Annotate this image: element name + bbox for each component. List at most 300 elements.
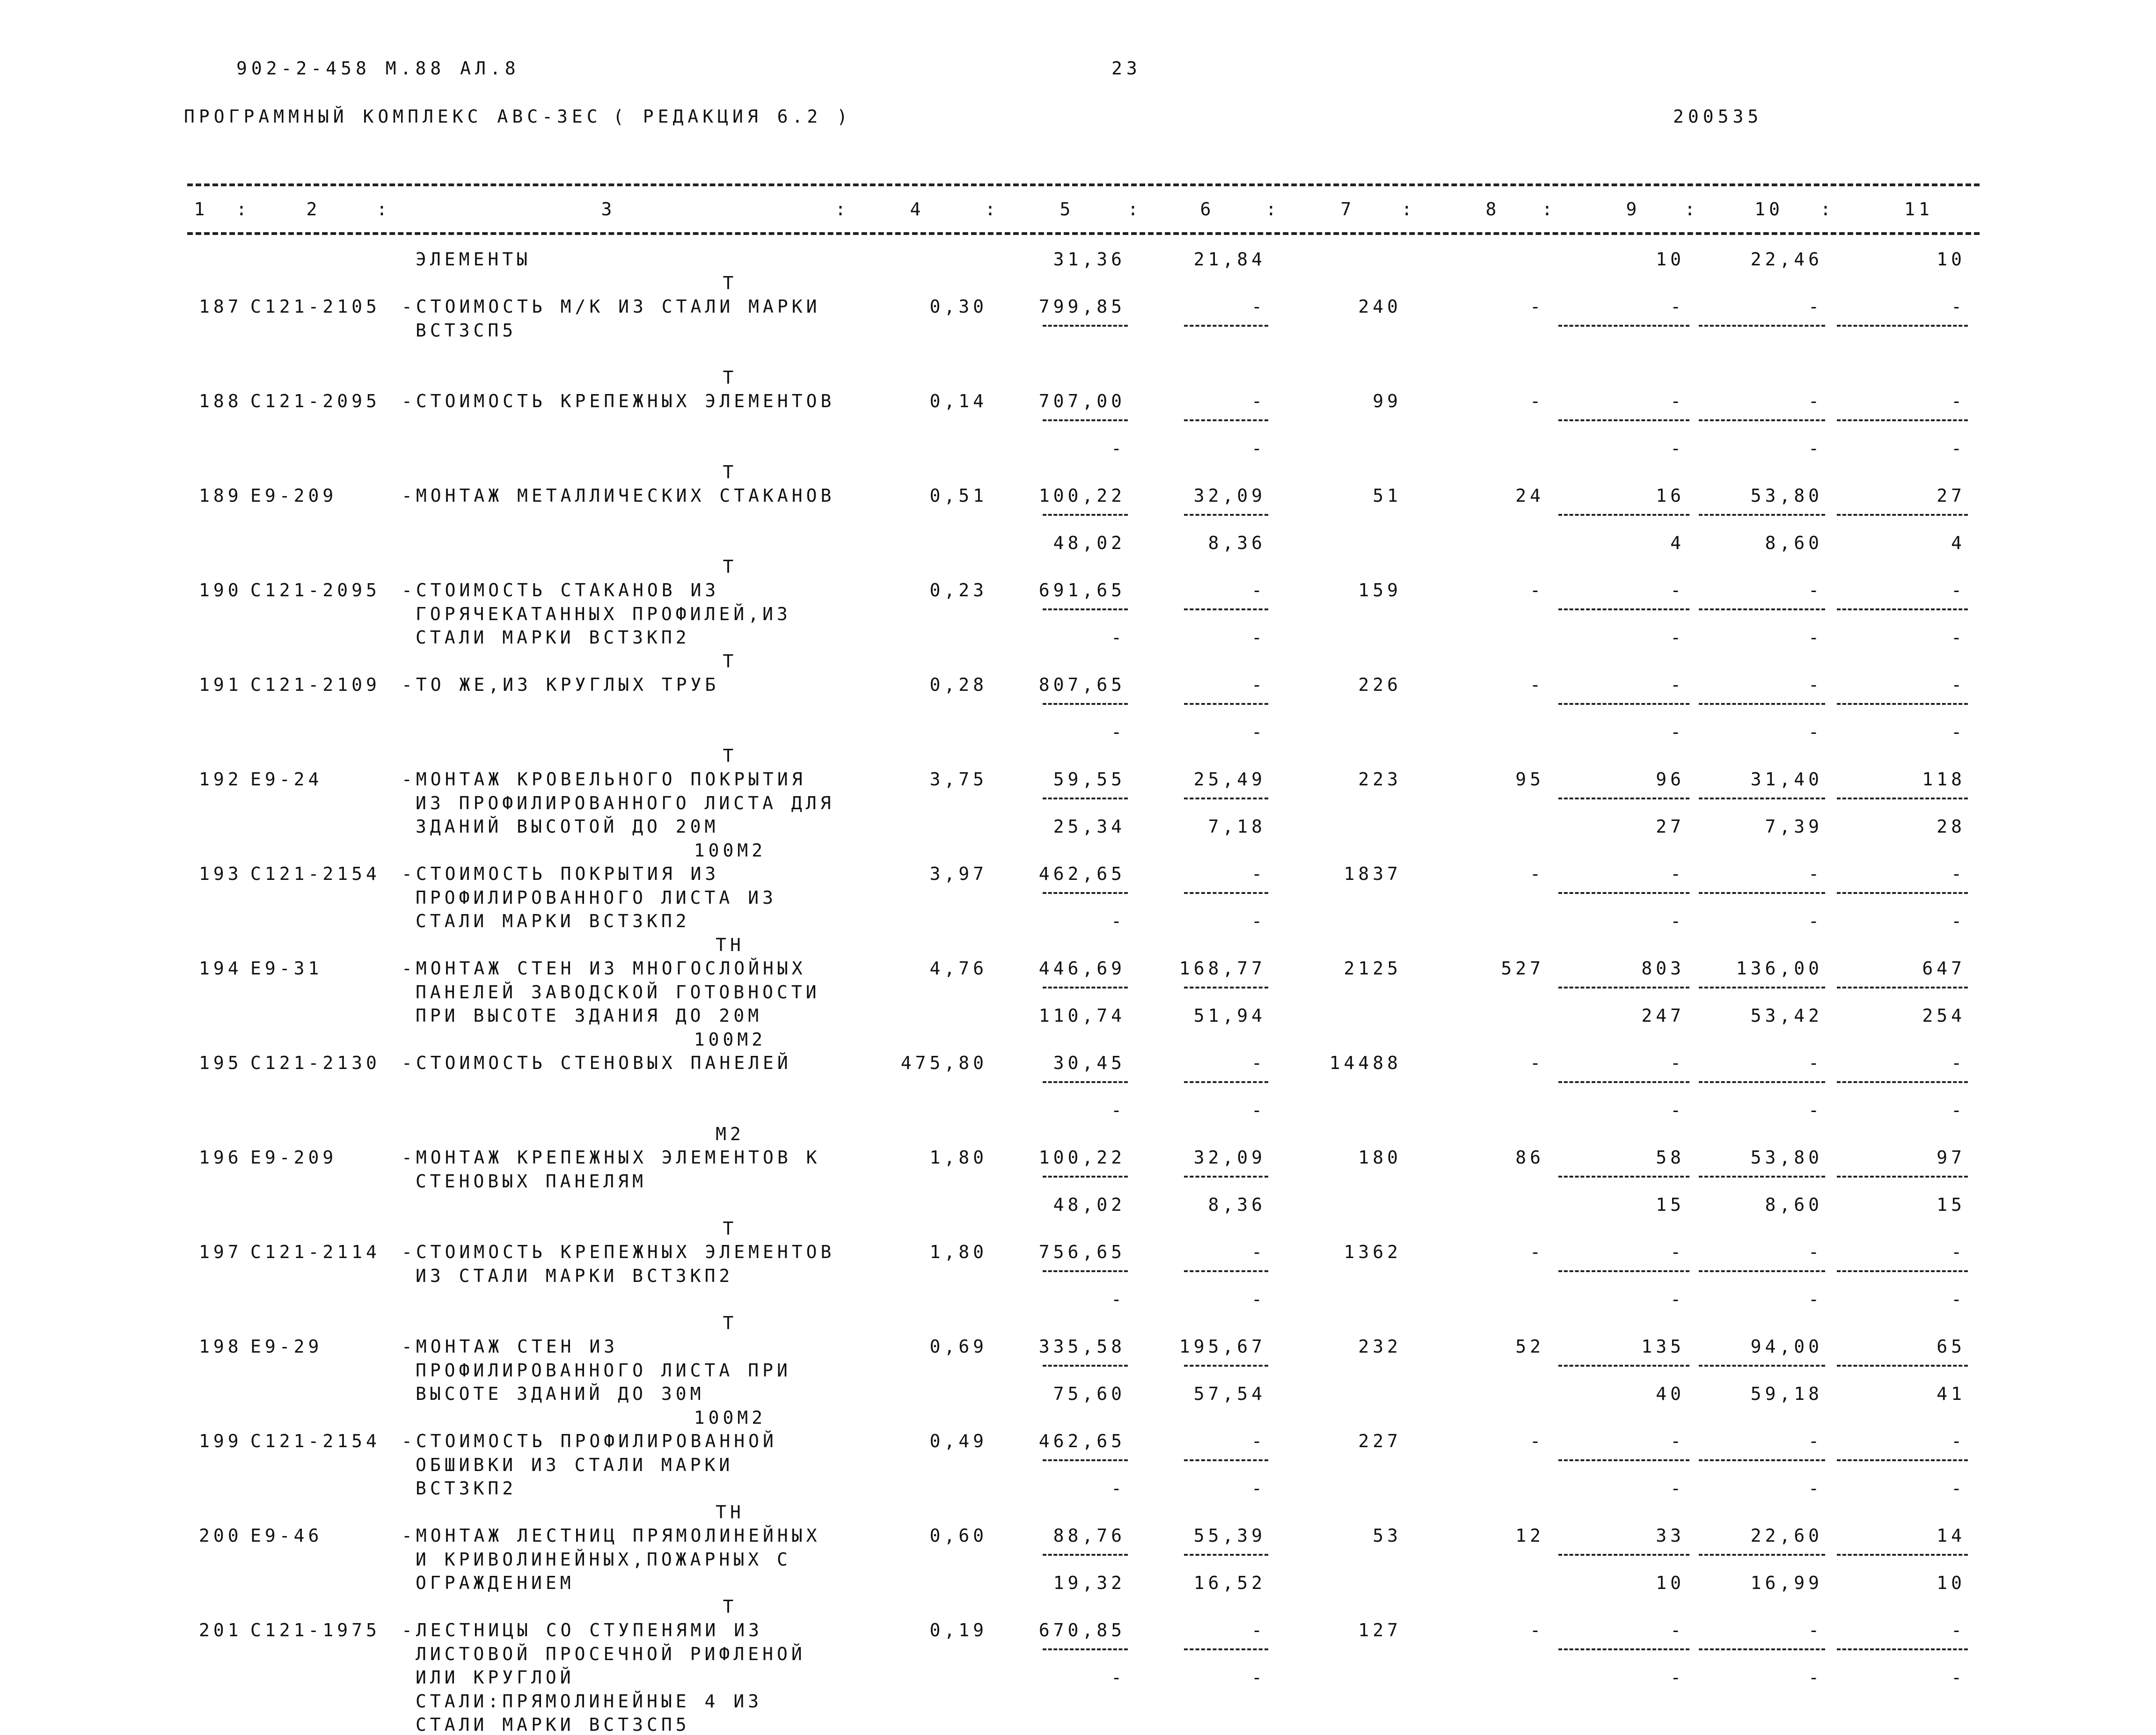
carry-over-c6: 21,84 <box>1193 249 1266 270</box>
cell-c7: 223 <box>1358 769 1402 790</box>
description-line: ЛИСТОВОЙ ПРОСЕЧНОЙ РИФЛЕНОЙ <box>416 1643 806 1664</box>
cell-c7: 14488 <box>1329 1053 1402 1073</box>
value-underline <box>1043 1459 1128 1461</box>
cell-c4: 0,14 <box>929 391 987 411</box>
cell-c11: - <box>1951 580 1966 600</box>
cell-c10: - <box>1808 1242 1823 1262</box>
cell-c9: - <box>1670 1620 1685 1640</box>
cell-c5: 670,85 <box>1038 1620 1126 1640</box>
description-line: ИЗ ПРОФИЛИРОВАННОГО ЛИСТА ДЛЯ <box>416 792 835 813</box>
value-underline <box>1558 703 1689 705</box>
unit-label: Т <box>723 556 738 577</box>
value-underline <box>1699 892 1825 894</box>
unit-label: Т <box>723 461 738 483</box>
column-header-5: 5 <box>1060 199 1074 220</box>
unit-label: Т <box>723 1312 738 1333</box>
column-separator: : <box>236 199 251 220</box>
cell-c5: 335,58 <box>1038 1336 1126 1357</box>
value-underline <box>1184 703 1268 705</box>
subcell-s5: 25,34 <box>1053 816 1126 837</box>
unit-label: Т <box>723 367 738 388</box>
cell-c4: 0,49 <box>929 1431 987 1451</box>
cell-c6: 25,49 <box>1193 769 1266 790</box>
cell-c11: - <box>1951 674 1966 695</box>
value-underline <box>1184 1176 1268 1178</box>
cell-c10: 136,00 <box>1736 958 1823 979</box>
subcell-s10: - <box>1808 1667 1823 1688</box>
cell-c10: 53,80 <box>1750 1147 1823 1168</box>
unit-label: Т <box>723 272 738 293</box>
row-number: 188 <box>199 391 242 411</box>
row-number: 200 <box>199 1525 242 1546</box>
unit-label: 100М2 <box>694 840 767 861</box>
value-underline <box>1558 1176 1689 1178</box>
value-underline <box>1558 798 1689 799</box>
value-underline <box>1837 1176 1968 1178</box>
cell-c5: 30,45 <box>1053 1053 1126 1073</box>
cell-c7: 99 <box>1373 391 1402 411</box>
subcell-s6: 16,52 <box>1193 1573 1266 1593</box>
rate-code: С121-2105 <box>250 296 380 317</box>
rate-code: С121-2114 <box>250 1242 380 1262</box>
cell-c10: - <box>1808 580 1823 600</box>
description-line: СТЕНОВЫХ ПАНЕЛЯМ <box>416 1171 647 1192</box>
subcell-s10: 53,42 <box>1750 1005 1823 1026</box>
rate-code: С121-2154 <box>250 864 380 884</box>
cell-c6: - <box>1251 1431 1266 1451</box>
value-underline <box>1558 987 1689 988</box>
unit-label: ТН <box>716 934 745 955</box>
subcell-s9: - <box>1670 722 1685 742</box>
description-line: СТАЛИ МАРКИ ВСТ3КП2 <box>416 627 690 648</box>
cell-c7: 180 <box>1358 1147 1402 1168</box>
subcell-s10: - <box>1808 1100 1823 1120</box>
value-underline <box>1699 514 1825 516</box>
description-line: -СТОИМОСТЬ КРЕПЕЖНЫХ ЭЛЕМЕНТОВ <box>402 391 835 411</box>
subcell-s5: 110,74 <box>1038 1005 1126 1026</box>
subcell-s9: 4 <box>1670 533 1685 553</box>
value-underline <box>1837 798 1968 799</box>
subcell-s11: - <box>1951 722 1966 742</box>
row-number: 195 <box>199 1053 242 1073</box>
value-underline <box>1043 1648 1128 1650</box>
cell-c9: - <box>1670 296 1685 317</box>
cell-c6: 55,39 <box>1193 1525 1266 1546</box>
description-line: -МОНТАЖ МЕТАЛЛИЧЕСКИХ СТАКАНОВ <box>402 485 835 506</box>
cell-c10: - <box>1808 674 1823 695</box>
cell-c7: 232 <box>1358 1336 1402 1357</box>
column-header-11: 11 <box>1904 199 1933 220</box>
cell-c6: 168,77 <box>1179 958 1266 979</box>
column-header-10: 10 <box>1754 199 1783 220</box>
cell-c10: - <box>1808 1431 1823 1451</box>
page-number: 23 <box>1111 58 1141 79</box>
cell-c5: 691,65 <box>1038 580 1126 600</box>
value-underline <box>1043 1270 1128 1272</box>
column-separator: : <box>1542 199 1557 220</box>
row-number: 196 <box>199 1147 242 1168</box>
value-underline <box>1043 892 1128 894</box>
unit-label: ТН <box>716 1501 745 1523</box>
cell-c9: 33 <box>1656 1525 1685 1546</box>
cell-c5: 462,65 <box>1038 864 1126 884</box>
description-line: ИЛИ КРУГЛОЙ <box>416 1667 575 1688</box>
cell-c11: - <box>1951 1053 1966 1073</box>
unit-label: Т <box>723 1218 738 1239</box>
row-number: 189 <box>199 485 242 506</box>
description-line: ПАНЕЛЕЙ ЗАВОДСКОЙ ГОТОВНОСТИ <box>416 981 820 1003</box>
cell-c6: - <box>1251 391 1266 411</box>
cell-c10: 31,40 <box>1750 769 1823 790</box>
subcell-s11: - <box>1951 1289 1966 1310</box>
column-header-2: 2 <box>306 199 321 220</box>
rate-code: Е9-209 <box>250 485 337 506</box>
cell-c4: 3,75 <box>929 769 987 790</box>
value-underline <box>1837 514 1968 516</box>
cell-c9: - <box>1670 1431 1685 1451</box>
cell-c8: - <box>1530 674 1544 695</box>
cell-c7: 127 <box>1358 1620 1402 1640</box>
description-line: ПРОФИЛИРОВАННОГО ЛИСТА ПРИ <box>416 1360 791 1381</box>
cell-c4: 1,80 <box>929 1147 987 1168</box>
cell-c7: 1837 <box>1344 864 1402 884</box>
cell-c8: 52 <box>1515 1336 1544 1357</box>
row-number: 193 <box>199 864 242 884</box>
value-underline <box>1184 1554 1268 1556</box>
column-header-8: 8 <box>1485 199 1500 220</box>
subcell-s11: 15 <box>1937 1194 1966 1215</box>
value-underline <box>1699 1081 1825 1083</box>
cell-c5: 707,00 <box>1038 391 1126 411</box>
value-underline <box>1184 798 1268 799</box>
value-underline <box>1699 987 1825 988</box>
cell-c6: - <box>1251 1242 1266 1262</box>
column-separator: : <box>1127 199 1142 220</box>
cell-c7: 159 <box>1358 580 1402 600</box>
subcell-s10: 8,60 <box>1765 1194 1823 1215</box>
cell-c9: - <box>1670 580 1685 600</box>
subcell-s9: 15 <box>1656 1194 1685 1215</box>
description-line: -МОНТАЖ КРОВЕЛЬНОГО ПОКРЫТИЯ <box>402 769 806 790</box>
value-underline <box>1043 1554 1128 1556</box>
description-line: -МОНТАЖ СТЕН ИЗ МНОГОСЛОЙНЫХ <box>402 958 806 979</box>
cell-c9: 96 <box>1656 769 1685 790</box>
value-underline <box>1558 1365 1689 1367</box>
cell-c8: - <box>1530 391 1544 411</box>
cell-c4: 0,51 <box>929 485 987 506</box>
column-separator: : <box>1401 199 1416 220</box>
description-line: -СТОИМОСТЬ ПРОФИЛИРОВАННОЙ <box>402 1431 777 1451</box>
cell-c8: - <box>1530 580 1544 600</box>
rate-code: Е9-31 <box>250 958 323 979</box>
rate-code: Е9-29 <box>250 1336 323 1357</box>
column-header-6: 6 <box>1200 199 1215 220</box>
description-line: -ЛЕСТНИЦЫ СО СТУПЕНЯМИ ИЗ <box>402 1620 763 1640</box>
cell-c9: 58 <box>1656 1147 1685 1168</box>
value-underline <box>1699 798 1825 799</box>
description-line: -СТОИМОСТЬ ПОКРЫТИЯ ИЗ <box>402 864 720 884</box>
cell-c8: 95 <box>1515 769 1544 790</box>
cell-c4: 475,80 <box>900 1053 987 1073</box>
description-line: ОБШИВКИ ИЗ СТАЛИ МАРКИ <box>416 1454 734 1475</box>
cell-c10: 53,80 <box>1750 485 1823 506</box>
subcell-s10: - <box>1808 911 1823 931</box>
subcell-s5: 48,02 <box>1053 1194 1126 1215</box>
subcell-s9: 40 <box>1656 1384 1685 1404</box>
subcell-s5: - <box>1111 1478 1126 1499</box>
subcell-s10: - <box>1808 1478 1823 1499</box>
unit-label: 100М2 <box>694 1029 767 1050</box>
cell-c7: 53 <box>1373 1525 1402 1546</box>
value-underline <box>1043 608 1128 610</box>
cell-c6: - <box>1251 864 1266 884</box>
cell-c6: - <box>1251 1053 1266 1073</box>
cell-c4: 4,76 <box>929 958 987 979</box>
subcell-s10: 59,18 <box>1750 1384 1823 1404</box>
description-line: -МОНТАЖ СТЕН ИЗ <box>402 1336 619 1357</box>
edition: ( РЕДАКЦИЯ 6.2 ) <box>613 106 852 127</box>
cell-c5: 100,22 <box>1038 1147 1126 1168</box>
cell-c7: 2125 <box>1344 958 1402 979</box>
value-underline <box>1558 1459 1689 1461</box>
rate-code: С121-1975 <box>250 1620 380 1640</box>
column-header-3: 3 <box>601 199 616 220</box>
subcell-s6: 51,94 <box>1193 1005 1266 1026</box>
cell-c9: - <box>1670 864 1685 884</box>
cell-c4: 0,60 <box>929 1525 987 1546</box>
cell-c7: 1362 <box>1344 1242 1402 1262</box>
cell-c10: 94,00 <box>1750 1336 1823 1357</box>
subcell-s6: - <box>1251 1667 1266 1688</box>
cell-c11: - <box>1951 391 1966 411</box>
subcell-s5: 19,32 <box>1053 1573 1126 1593</box>
cell-c8: 86 <box>1515 1147 1544 1168</box>
cell-c8: 527 <box>1501 958 1544 979</box>
value-underline <box>1837 419 1968 421</box>
value-underline <box>1699 419 1825 421</box>
cell-c11: 65 <box>1937 1336 1966 1357</box>
value-underline <box>1043 987 1128 988</box>
description-line: ВСТ3СП5 <box>416 320 517 341</box>
row-number: 198 <box>199 1336 242 1357</box>
cell-c11: 27 <box>1937 485 1966 506</box>
value-underline <box>1837 987 1968 988</box>
cell-c4: 0,28 <box>929 674 987 695</box>
description-line: ГОРЯЧЕКАТАННЫХ ПРОФИЛЕЙ,ИЗ <box>416 603 791 624</box>
cell-c5: 446,69 <box>1038 958 1126 979</box>
value-underline <box>1837 1459 1968 1461</box>
value-underline <box>1837 892 1968 894</box>
subcell-s6: 57,54 <box>1193 1384 1266 1404</box>
value-underline <box>1699 325 1825 327</box>
cell-c10: - <box>1808 864 1823 884</box>
subcell-s6: - <box>1251 722 1266 742</box>
value-underline <box>1699 1270 1825 1272</box>
subcell-s9: - <box>1670 627 1685 648</box>
cell-c10: - <box>1808 1053 1823 1073</box>
rate-code: С121-2130 <box>250 1053 380 1073</box>
value-underline <box>1184 1459 1268 1461</box>
row-number: 194 <box>199 958 242 979</box>
column-separator: : <box>1265 199 1280 220</box>
cell-c6: - <box>1251 296 1266 317</box>
value-underline <box>1699 1176 1825 1178</box>
subcell-s5: - <box>1111 1289 1126 1310</box>
cell-c5: 462,65 <box>1038 1431 1126 1451</box>
column-separator: : <box>376 199 391 220</box>
cell-c10: 22,60 <box>1750 1525 1823 1546</box>
cell-c9: - <box>1670 391 1685 411</box>
subcell-s11: - <box>1951 1100 1966 1120</box>
cell-c9: 135 <box>1641 1336 1685 1357</box>
subcell-s5: - <box>1111 627 1126 648</box>
rate-code: Е9-46 <box>250 1525 323 1546</box>
subcell-s9: 10 <box>1656 1573 1685 1593</box>
value-underline <box>1699 1459 1825 1461</box>
cell-c5: 799,85 <box>1038 296 1126 317</box>
subcell-s5: - <box>1111 1100 1126 1120</box>
value-underline <box>1558 514 1689 516</box>
row-number: 197 <box>199 1242 242 1262</box>
subcell-s6: 8,36 <box>1208 533 1266 553</box>
description-line: ВСТ3КП2 <box>416 1478 517 1499</box>
description-line: ИЗ СТАЛИ МАРКИ ВСТ3КП2 <box>416 1265 734 1286</box>
value-underline <box>1043 1081 1128 1083</box>
subcell-s11: - <box>1951 627 1966 648</box>
subcell-s5: - <box>1111 911 1126 931</box>
value-underline <box>1043 1365 1128 1367</box>
carry-over-c11: 10 <box>1937 249 1966 270</box>
subcell-s11: - <box>1951 1478 1966 1499</box>
description-line: ОГРАЖДЕНИЕМ <box>416 1573 575 1593</box>
subcell-s11: 41 <box>1937 1384 1966 1404</box>
rate-code: Е9-209 <box>250 1147 337 1168</box>
column-header-1: 1 <box>194 199 209 220</box>
rate-code: С121-2095 <box>250 580 380 600</box>
cell-c11: - <box>1951 1620 1966 1640</box>
value-underline <box>1043 419 1128 421</box>
cell-c8: - <box>1530 1053 1544 1073</box>
value-underline <box>1837 1270 1968 1272</box>
carry-over-c5: 31,36 <box>1053 249 1126 270</box>
cell-c8: - <box>1530 1431 1544 1451</box>
subcell-s11: - <box>1951 911 1966 931</box>
unit-label: Т <box>723 651 738 672</box>
unit-label: М2 <box>716 1123 745 1144</box>
value-underline <box>1558 1648 1689 1650</box>
cell-c6: 32,09 <box>1193 485 1266 506</box>
rate-code: С121-2095 <box>250 391 380 411</box>
subcell-s11: 10 <box>1937 1573 1966 1593</box>
cell-c7: 240 <box>1358 296 1402 317</box>
cell-c5: 88,76 <box>1053 1525 1126 1546</box>
subcell-s9: 27 <box>1656 816 1685 837</box>
subcell-s11: 4 <box>1951 533 1966 553</box>
carry-over-label: ЭЛЕМЕНТЫ <box>416 249 532 270</box>
cell-c11: 118 <box>1922 769 1966 790</box>
subcell-s5: 75,60 <box>1053 1384 1126 1404</box>
column-separator: : <box>1820 199 1835 220</box>
subcell-s6: - <box>1251 911 1266 931</box>
cell-c11: 14 <box>1937 1525 1966 1546</box>
cell-c4: 0,23 <box>929 580 987 600</box>
description-line: -СТОИМОСТЬ КРЕПЕЖНЫХ ЭЛЕМЕНТОВ <box>402 1242 835 1262</box>
value-underline <box>1043 325 1128 327</box>
value-underline <box>1043 703 1128 705</box>
row-number: 192 <box>199 769 242 790</box>
description-line: -СТОИМОСТЬ СТАКАНОВ ИЗ <box>402 580 720 600</box>
row-number: 201 <box>199 1620 242 1640</box>
subcell-s5: 48,02 <box>1053 533 1126 553</box>
carry-over-c9: 10 <box>1656 249 1685 270</box>
description-line: ПРИ ВЫСОТЕ ЗДАНИЯ ДО 20М <box>416 1005 763 1026</box>
cell-c8: - <box>1530 296 1544 317</box>
rate-code: С121-2109 <box>250 674 380 695</box>
description-line: -МОНТАЖ КРЕПЕЖНЫХ ЭЛЕМЕНТОВ К <box>402 1147 821 1168</box>
description-line: И КРИВОЛИНЕЙНЫХ,ПОЖАРНЫХ С <box>416 1549 791 1570</box>
rate-code: С121-2154 <box>250 1431 380 1451</box>
value-underline <box>1699 1365 1825 1367</box>
description-line: -ТО ЖЕ,ИЗ КРУГЛЫХ ТРУБ <box>402 674 720 695</box>
cell-c6: 195,67 <box>1179 1336 1266 1357</box>
subcell-s6: - <box>1251 627 1266 648</box>
column-separator: : <box>1684 199 1699 220</box>
cell-c5: 756,65 <box>1038 1242 1126 1262</box>
value-underline <box>1558 1270 1689 1272</box>
cell-c4: 3,97 <box>929 864 987 884</box>
cell-c11: - <box>1951 1242 1966 1262</box>
program-name: ПРОГРАММНЫЙ КОМПЛЕКС АВС-3ЕС <box>184 106 602 127</box>
row-number: 190 <box>199 580 242 600</box>
value-underline <box>1558 1554 1689 1556</box>
subcell-s9: - <box>1670 1478 1685 1499</box>
subcell-s6: - <box>1251 438 1266 459</box>
cell-c6: 32,09 <box>1193 1147 1266 1168</box>
value-underline <box>1184 1365 1268 1367</box>
value-underline <box>1837 1648 1968 1650</box>
unit-label: Т <box>723 745 738 766</box>
value-underline <box>1184 608 1268 610</box>
subcell-s9: - <box>1670 1289 1685 1310</box>
description-line: -СТОИМОСТЬ М/К ИЗ СТАЛИ МАРКИ <box>402 296 821 317</box>
cell-c6: - <box>1251 580 1266 600</box>
description-line: ЗДАНИЙ ВЫСОТОЙ ДО 20М <box>416 816 719 837</box>
value-underline <box>1184 1270 1268 1272</box>
value-underline <box>1699 608 1825 610</box>
subcell-s9: - <box>1670 1100 1685 1120</box>
value-underline <box>1184 325 1268 327</box>
cell-c11: - <box>1951 864 1966 884</box>
description-line: -СТОИМОСТЬ СТЕНОВЫХ ПАНЕЛЕЙ <box>402 1053 792 1073</box>
value-underline <box>1184 1081 1268 1083</box>
description-line: -МОНТАЖ ЛЕСТНИЦ ПРЯМОЛИНЕЙНЫХ <box>402 1525 821 1546</box>
subcell-s5: - <box>1111 1667 1126 1688</box>
carry-over-c10: 22,46 <box>1750 249 1823 270</box>
cell-c4: 1,80 <box>929 1242 987 1262</box>
subcell-s5: - <box>1111 722 1126 742</box>
cell-c8: 12 <box>1515 1525 1544 1546</box>
subcell-s9: - <box>1670 1667 1685 1688</box>
cell-c7: 227 <box>1358 1431 1402 1451</box>
rate-code: Е9-24 <box>250 769 323 790</box>
cell-c8: 24 <box>1515 485 1544 506</box>
description-line: ВЫСОТЕ ЗДАНИЙ ДО 30М <box>416 1384 705 1404</box>
value-underline <box>1558 419 1689 421</box>
value-underline <box>1699 1648 1825 1650</box>
subcell-s6: - <box>1251 1100 1266 1120</box>
cell-c6: - <box>1251 674 1266 695</box>
value-underline <box>1043 798 1128 799</box>
